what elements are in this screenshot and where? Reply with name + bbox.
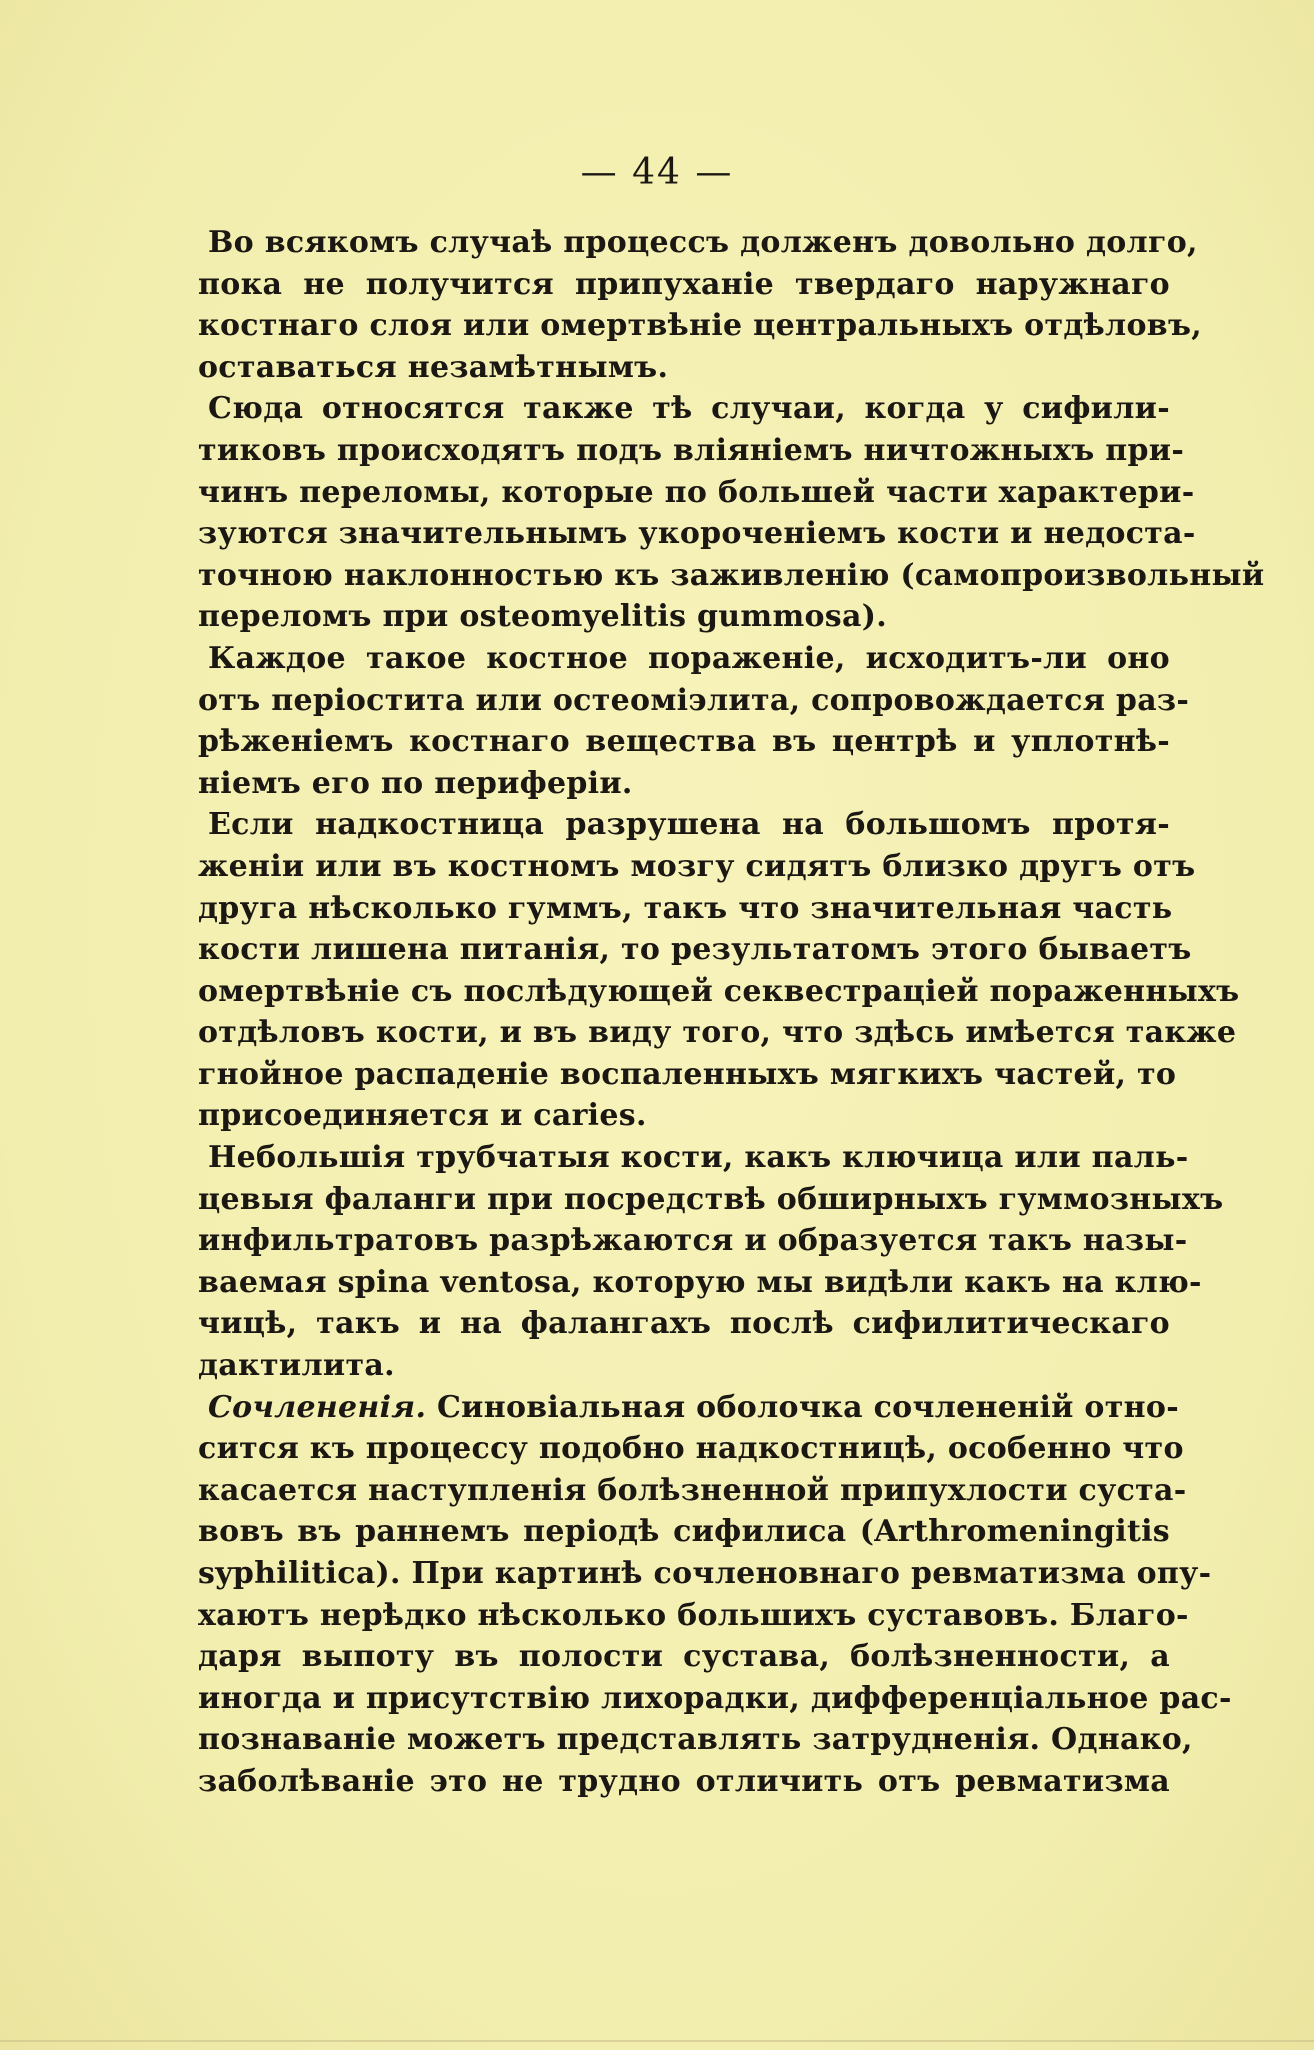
text-line: тиковъ происходятъ подъ вліяніемъ ничтожныхъ при-	[198, 432, 1185, 468]
text-line: оставаться незамѣтнымъ.	[198, 349, 669, 385]
text-line: syphilitica). При картинѣ сочленовнаго ревматизма опу-	[198, 1556, 1212, 1591]
text-line: точною наклонностью къ заживленію (самопроизвольный	[198, 557, 1265, 593]
text-line: Если надкостница разрушена на большомъ протя-	[208, 807, 1170, 843]
text-line: рѣженіемъ костнаго вещества въ центрѣ и уплотнѣ-	[198, 724, 1170, 760]
text-line: отдѣловъ кости, и въ виду того, что здѣсь имѣется также	[198, 1015, 1237, 1051]
text-line: заболѣваніе это не трудно отличить отъ ревматизма	[198, 1763, 1170, 1799]
text-line: вовъ въ раннемъ періодѣ сифилиса (Arthromeningitis	[198, 1514, 1170, 1550]
text-line: кости лишена питанія, то результатомъ этого бываетъ	[198, 932, 1192, 968]
text-line: Каждое такое костное пораженіе, исходитъ-ли оно	[208, 640, 1170, 676]
line-text: Синовіальная оболочка сочлененій отно-	[426, 1389, 1179, 1425]
text-line: чицѣ, такъ и на фалангахъ послѣ сифилитическаго	[198, 1306, 1170, 1342]
section-heading: Сочлененія.	[208, 1389, 427, 1425]
text-line: отъ періостита или остеоміэлита, сопровождается раз-	[198, 682, 1190, 718]
text-line: Сюда относятся также тѣ случаи, когда у сифили-	[208, 391, 1170, 427]
text-line: сится къ процессу подобно надкостницѣ, особенно что	[198, 1431, 1184, 1467]
text-line: гнойное распаденіе воспаленныхъ мягкихъ частей, то	[198, 1056, 1177, 1092]
text-line: ніемъ его по периферіи.	[198, 765, 633, 801]
text-line: Во всякомъ случаѣ процессъ долженъ довольно долго,	[208, 225, 1198, 260]
text-line: пока не получится припуханіе твердаго наружнаго	[198, 266, 1170, 302]
page-number: — 44 —	[580, 152, 734, 193]
text-line: омертвѣніе съ послѣдующей секвестраціей пораженныхъ	[198, 973, 1240, 1009]
text-line: костнаго слоя или омертвѣніе центральныхъ отдѣловъ,	[198, 308, 1202, 344]
text-line: инфильтратовъ разрѣжаются и образуется такъ назы-	[198, 1223, 1188, 1259]
text-line: женіи или въ костномъ мозгу сидятъ близко другъ отъ	[198, 848, 1196, 884]
text-line: познаваніе можетъ представлять затрудненія. Однако,	[198, 1722, 1193, 1758]
text-line: дактилита.	[198, 1348, 395, 1384]
text-line: иногда и присутствію лихорадки, дифференціальное рас-	[198, 1680, 1232, 1716]
text-line	[198, 1387, 1179, 1429]
body-text	[198, 222, 1265, 1803]
page-edge	[0, 2040, 1314, 2042]
text-line: друга нѣсколько гуммъ, такъ что значительная часть	[198, 890, 1173, 926]
text-line: переломъ при osteomyelitis gummosa).	[198, 599, 887, 635]
text-line: ваемая spina ventosa, которую мы видѣли какъ на клю-	[198, 1264, 1202, 1300]
text-line: даря выпоту въ полости сустава, болѣзненности, а	[198, 1639, 1170, 1675]
text-line: чинъ переломы, которые по большей части характери-	[198, 474, 1195, 510]
text-line: касается наступленія болѣзненной припухлости суста-	[198, 1472, 1187, 1508]
text-line: Небольшія трубчатыя кости, какъ ключица или паль-	[208, 1140, 1189, 1176]
text-line: хаютъ нерѣдко нѣсколько большихъ суставовъ. Благо-	[198, 1597, 1189, 1633]
text-line: присоединяется и caries.	[198, 1098, 647, 1134]
text-line: зуются значительнымъ укороченіемъ кости и недоста-	[198, 516, 1196, 552]
text-line: цевыя фаланги при посредствѣ обширныхъ гуммозныхъ	[198, 1181, 1224, 1217]
